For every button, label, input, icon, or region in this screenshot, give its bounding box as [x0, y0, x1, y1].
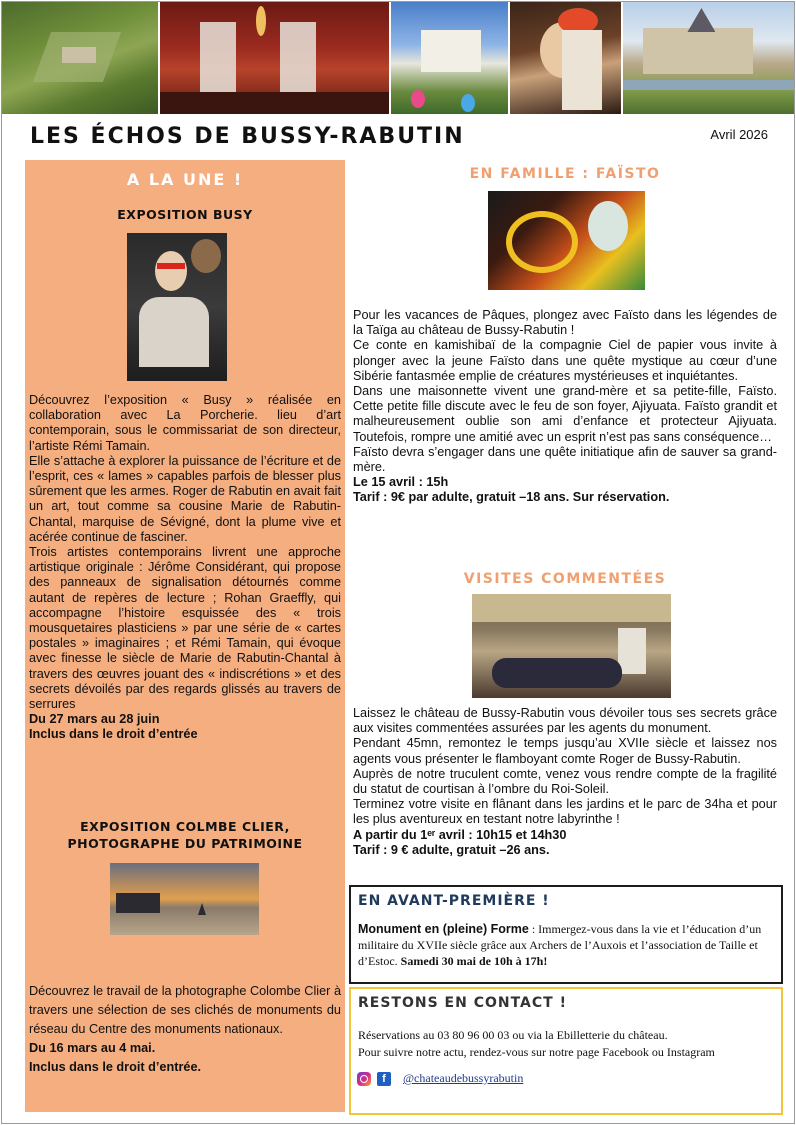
- visites-text: [353, 706, 777, 858]
- famille-text: [353, 308, 777, 506]
- expo-clier-dates: Du 16 mars au 4 mai.: [29, 1041, 156, 1055]
- expo-busy-artists: Trois artistes contemporains livrent une approche artistique originale : Jérôme Considérant, qui propose des panneaux de signalisation détournés comme autant de repères de lecture ; Rohan Graeffly, qui accompagne l’histoire esquissée des « trois mousquetaires plasticiens » par une série de « cartes postales » imaginaires ; et Rémi Tamain, qui évoque avec finesse le siècle de Marie de Rabutin-Chantal à travers des œuvres jouant des « indiscrétions » et des secrets dévoilés par des regards glissés au travers de serrures: [29, 545, 341, 712]
- expo-busy-title: EXPOSITION BUSY: [117, 207, 253, 222]
- preview-heading: EN AVANT-PREMIÈRE !: [358, 893, 550, 909]
- contact-follow: Pour suivre notre actu, rendez-vous sur notre page Facebook ou Instagram: [358, 1045, 715, 1059]
- famille-date: Le 15 avril : 15h: [353, 475, 449, 490]
- preview-box: [349, 885, 783, 984]
- instagram-icon[interactable]: [357, 1072, 371, 1086]
- portrait-flowers-photo: [510, 2, 622, 114]
- social-handle-link[interactable]: @chateaudebussyrabutin: [403, 1071, 524, 1085]
- expo-clier-included: Inclus dans le droit d’entrée.: [29, 1060, 202, 1074]
- visites-courtier: Auprès de notre truculent comte, venez vous rendre compte de la fragilité du statut de courtisan à l’ombre du Roi-Soleil.: [353, 766, 777, 797]
- preview-event-name: Monument en (pleine) Forme: [358, 922, 529, 936]
- expo-busy-dates: Du 27 mars au 28 juin: [29, 712, 160, 727]
- contact-box: [349, 987, 783, 1115]
- expo-clier-title: EXPOSITION COLMBE CLIER, PHOTOGRAPHE DU PATRIMOINE: [67, 819, 303, 851]
- famille-story: Dans une maisonnette vivent une grand-mère et sa petite-fille, Faïsto. Cette petite fille discute avec le feu de son foyer, Ajiyuata. Faïsto grandit et malheureusement oublie son ami d’enfance et protecteur Ajiyuata. Toutefois, rompre une amitié avec un esprit n’est pas sans conséquence…: [353, 384, 777, 444]
- a-la-une-column: [25, 160, 345, 1112]
- famille-description: Ce conte en kamishibaï de la compagnie Ciel de papier vous invite à plonger avec la jeune Faïsto dans une quête mystique au cœur d’une Sibérie fantasmée emplie de créatures mystérieuses et inquiétantes.: [353, 338, 777, 383]
- visites-duration: Pendant 45mn, remontez le temps jusqu’au XVIIe siècle et laissez nos agents vous présenter le flamboyant comte Roger de Bussy-Rabutin.: [353, 736, 777, 766]
- preview-description: : Immergez-vous dans la vie et l’éducation d’un militaire du XVIIe siècle grâce aux Archers de l’Auxois et l’association de Taille et d’Estoc.: [358, 922, 762, 968]
- expo-clier-text: [29, 982, 341, 1077]
- visites-gardens: Terminez votre visite en flânant dans les jardins et le parc de 34ha et pour les plus aventureux en testant notre labyrinthe !: [353, 797, 777, 827]
- aerial-gardens-photo: [2, 2, 158, 114]
- easter-castle-photo: [391, 2, 508, 114]
- red-salon-photo: [160, 2, 389, 114]
- social-links: [357, 1071, 523, 1086]
- busy-artwork-image: [127, 233, 227, 381]
- contact-heading: RESTONS EN CONTACT !: [358, 995, 567, 1011]
- famille-intro: Pour les vacances de Pâques, plongez avec Faïsto dans les légendes de la Taïga au château de Bussy-Rabutin !: [353, 308, 777, 338]
- preview-date: Samedi 30 mai de 10h à 17h!: [400, 954, 548, 968]
- famille-quest: Faïsto devra s’engager dans une quête initiatique afin de sauver sa grand-mère.: [353, 444, 777, 475]
- facebook-icon[interactable]: f: [377, 1072, 391, 1086]
- expo-busy-theme: Elle s’attache à explorer la puissance de l’écriture et de l’esprit, ces « lames » capables parfois de blesser plus sûrement que les armes. Roger de Rabutin en avait fait un art, tout comme sa cousine Marie de Rabutin-Chantal, marquise de Sévigné, dont la plume vive et acérée continue de fasciner.: [29, 453, 341, 544]
- expo-busy-intro: Découvrez l’exposition « Busy » réalisée en collaboration avec La Porcherie. lieu d’art contemporain, sous le commissariat de son directeur, l’artiste Rémi Tamain.: [29, 393, 341, 453]
- visites-tarif: Tarif : 9 € adulte, gratuit –26 ans.: [353, 842, 550, 857]
- faisto-illustration: [488, 191, 645, 290]
- expo-busy-text: [29, 393, 341, 743]
- clier-seascape-image: [110, 863, 259, 935]
- visites-times: A partir du 1ᵉʳ avril : 10h15 et 14h30: [353, 827, 567, 842]
- visites-intro: Laissez le château de Bussy-Rabutin vous dévoiler tous ses secrets grâce aux visites commentées assurées par les agents du monument.: [353, 706, 777, 736]
- preview-text: [358, 921, 775, 969]
- visites-heading: VISITES COMMENTÉES: [463, 571, 667, 587]
- castle-exterior-photo: [623, 2, 794, 114]
- issue-date: Avril 2026: [710, 127, 768, 142]
- a-la-une-heading: A LA UNE !: [126, 170, 244, 189]
- newsletter-title: LES ÉCHOS DE BUSSY-RABUTIN: [30, 124, 465, 149]
- guided-tour-photo: [472, 594, 671, 698]
- photo-banner: [2, 2, 794, 114]
- expo-busy-included: Inclus dans le droit d’entrée: [29, 727, 198, 742]
- contact-reservations: Réservations au 03 80 96 00 03 ou via la Ebilletterie du château.: [358, 1028, 668, 1042]
- famille-heading: EN FAMILLE : FAÏSTO: [469, 166, 661, 182]
- famille-tarif: Tarif : 9€ par adulte, gratuit –18 ans. Sur réservation.: [353, 490, 670, 505]
- expo-clier-intro: Découvrez le travail de la photographe Colombe Clier à travers une sélection de ses clichés de monuments du réseau du Centre des monuments nationaux.: [29, 984, 341, 1036]
